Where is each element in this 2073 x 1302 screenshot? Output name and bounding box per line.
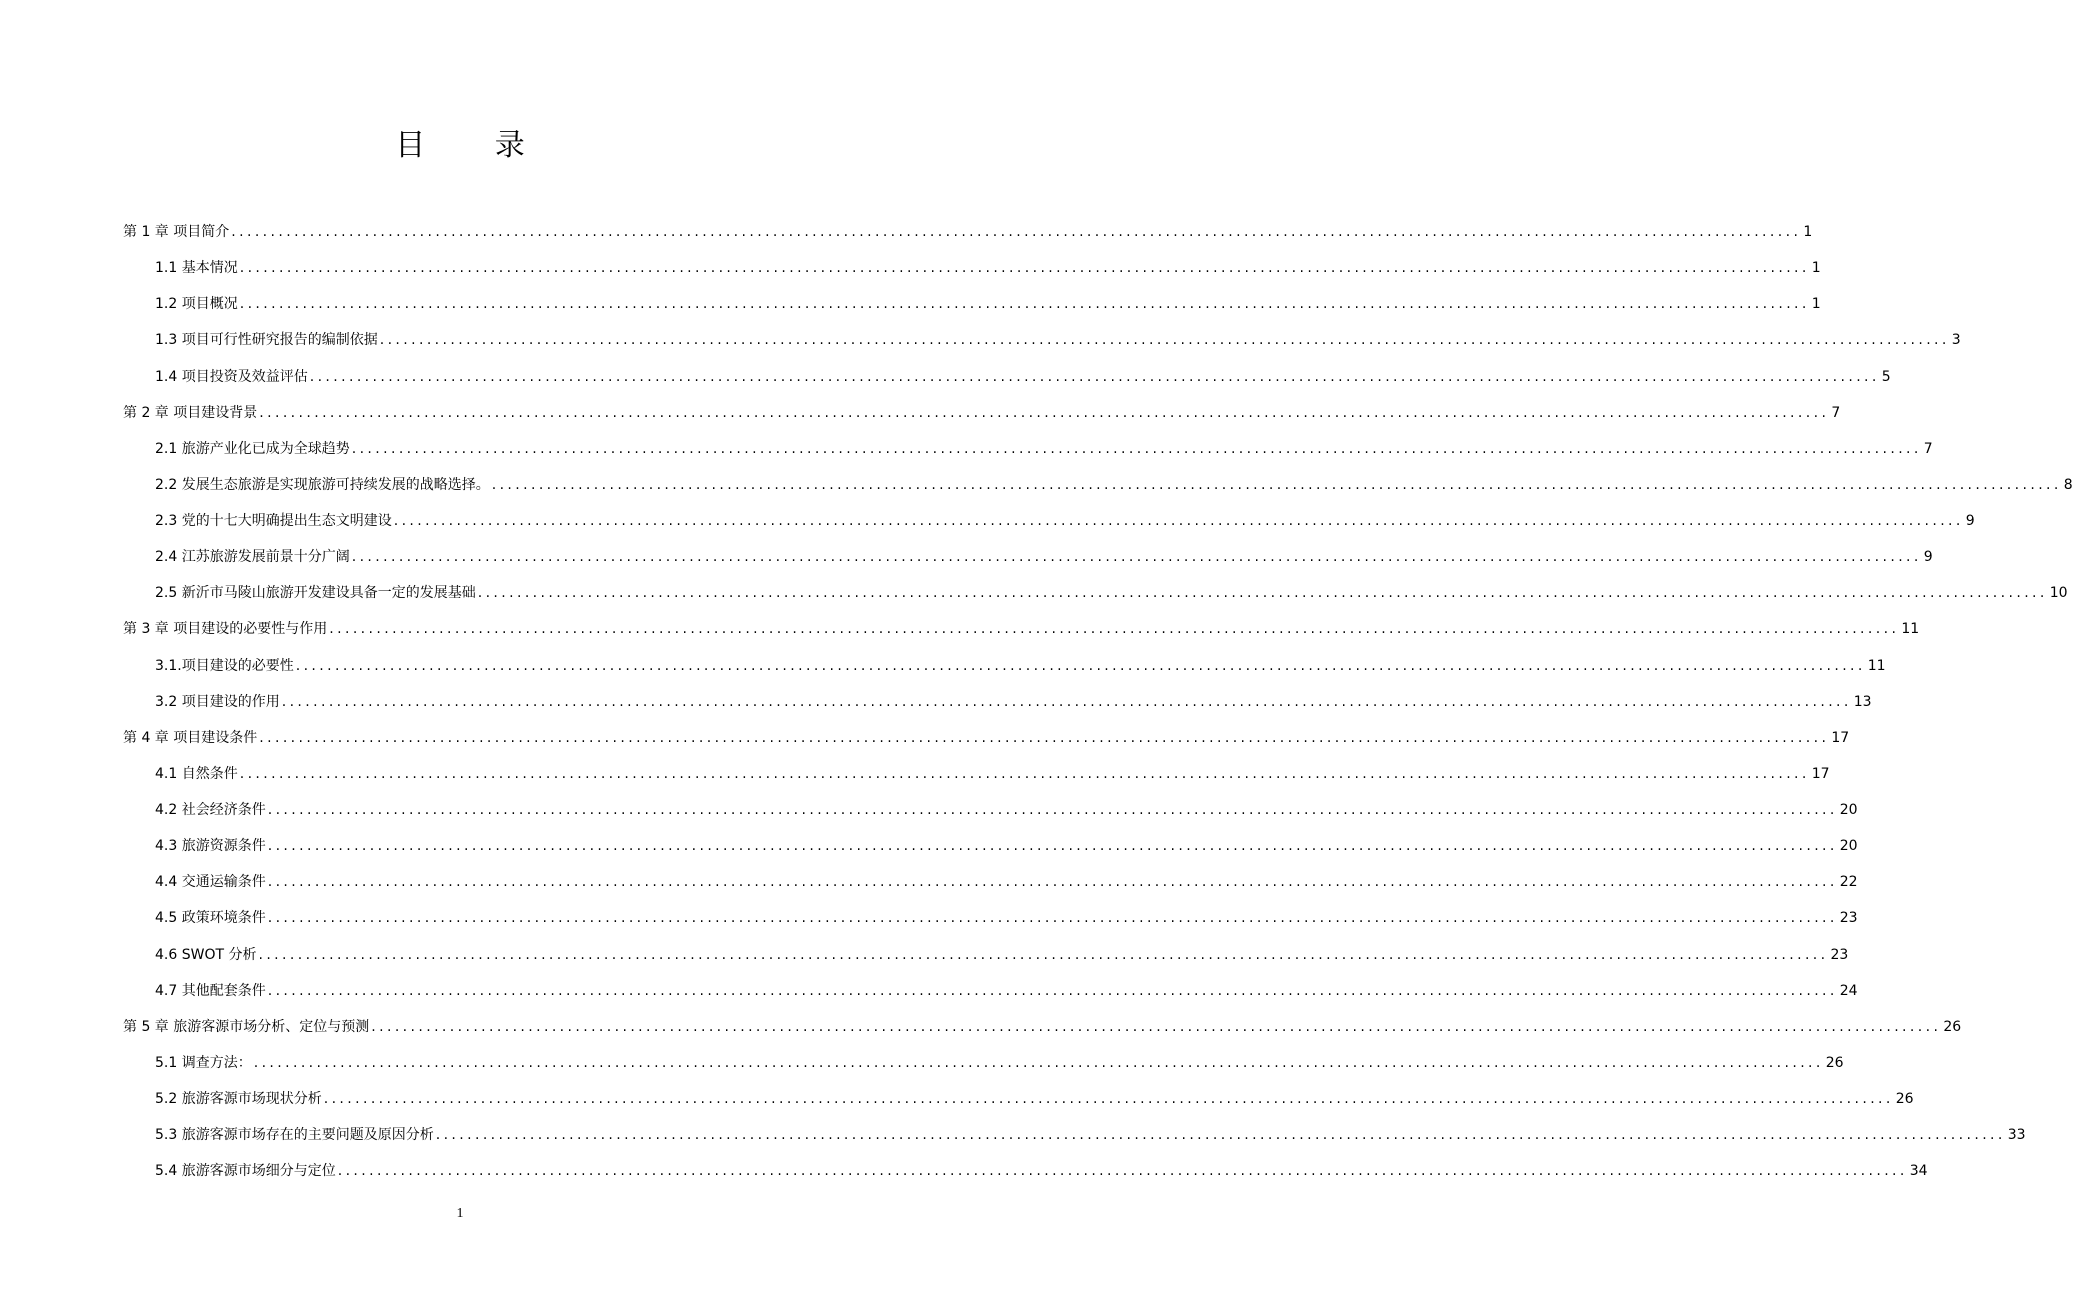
dot-leader: ........................................................................................................................................................................................................ <box>231 224 1802 240</box>
toc-entry-page-number: 11 <box>1867 657 1886 674</box>
toc-entry-page-number: 8 <box>2063 476 2073 493</box>
toc-entry-page-number: 3 <box>1951 332 1961 349</box>
toc-entry-text: 第 1 章 项目简介 <box>123 224 230 240</box>
toc-entry[interactable] <box>123 864 1858 900</box>
toc-entry[interactable] <box>123 611 1920 647</box>
toc-entry-page-number: 20 <box>1839 838 1858 855</box>
toc-entry-page-number: 33 <box>2007 1127 2026 1144</box>
toc-entry[interactable] <box>123 900 1858 936</box>
dot-leader: ........................................................................................................................................................................................................ <box>351 440 1922 457</box>
dot-leader: ........................................................................................................................................................................................................ <box>267 838 1838 855</box>
toc-entry[interactable] <box>123 1081 1914 1117</box>
toc-entry-text: 4.7 其他配套条件 <box>155 982 266 999</box>
toc-entry-text: 1.3 项目可行性研究报告的编制依据 <box>155 332 378 349</box>
toc-entry-page-number: 26 <box>1825 1054 1844 1071</box>
toc-entry-text: 第 4 章 项目建设条件 <box>123 729 258 746</box>
toc-entry-text: 4.1 自然条件 <box>155 765 238 782</box>
toc-entry-text: 5.1 调查方法： <box>155 1054 252 1071</box>
dot-leader: ........................................................................................................................................................................................................ <box>323 1091 1894 1107</box>
toc-entry-text: 4.6 SWOT 分析 <box>155 946 257 963</box>
dot-leader: ........................................................................................................................................................................................................ <box>259 729 1830 746</box>
toc-entry[interactable] <box>123 214 1813 250</box>
toc-entry-text: 1.4 项目投资及效益评估 <box>155 368 308 385</box>
toc-entry-page-number: 13 <box>1853 693 1872 710</box>
footer-page-number: 1 <box>456 1206 464 1221</box>
dot-leader: ........................................................................................................................................................................................................ <box>351 549 1922 566</box>
toc-entry-text: 4.3 旅游资源条件 <box>155 838 266 855</box>
dot-leader: ........................................................................................................................................................................................................ <box>491 476 2062 493</box>
toc-entry-page-number: 1 <box>1811 260 1821 277</box>
toc-entry-page-number: 1 <box>1803 224 1813 240</box>
toc-entry[interactable] <box>123 395 1841 431</box>
dot-leader: ........................................................................................................................................................................................................ <box>239 765 1810 782</box>
toc-entry-text: 第 5 章 旅游客源市场分析、定位与预测 <box>123 1018 370 1035</box>
toc-entry[interactable] <box>123 286 1821 322</box>
dot-leader: ........................................................................................................................................................................................................ <box>258 946 1829 963</box>
toc-entry-text: 5.2 旅游客源市场现状分析 <box>155 1091 322 1107</box>
toc-entry-text: 2.1 旅游产业化已成为全球趋势 <box>155 440 350 457</box>
dot-leader: ........................................................................................................................................................................................................ <box>329 621 1900 638</box>
toc-entry[interactable] <box>123 648 1886 684</box>
toc-entry-page-number: 23 <box>1839 910 1858 927</box>
toc-entry[interactable] <box>123 539 1933 575</box>
dot-leader: ........................................................................................................................................................................................................ <box>337 1163 1908 1180</box>
toc-entry-text: 3.1.项目建设的必要性 <box>155 657 294 674</box>
toc-entry[interactable] <box>123 503 1975 539</box>
toc-entry-page-number: 17 <box>1811 765 1830 782</box>
toc-entry[interactable] <box>123 937 1849 973</box>
toc-entry[interactable] <box>123 1117 2026 1153</box>
toc-entry-page-number: 7 <box>1923 440 1933 457</box>
toc-entry-text: 2.5 新沂市马陵山旅游开发建设具备一定的发展基础 <box>155 585 476 602</box>
toc-entry-text: 3.2 项目建设的作用 <box>155 693 280 710</box>
dot-leader: ........................................................................................................................................................................................................ <box>379 332 1950 349</box>
table-of-contents <box>123 214 2073 1189</box>
toc-entry[interactable] <box>123 756 1830 792</box>
toc-entry-text: 第 2 章 项目建设背景 <box>123 404 258 421</box>
dot-leader: ........................................................................................................................................................................................................ <box>477 585 2048 602</box>
dot-leader: ........................................................................................................................................................................................................ <box>239 260 1810 277</box>
toc-entry-text: 5.4 旅游客源市场细分与定位 <box>155 1163 336 1180</box>
dot-leader: ........................................................................................................................................................................................................ <box>435 1127 2006 1144</box>
toc-title: 目 录 <box>395 128 555 163</box>
toc-entry-page-number: 9 <box>1923 549 1933 566</box>
toc-entry-page-number: 34 <box>1909 1163 1928 1180</box>
toc-entry-text: 4.5 政策环境条件 <box>155 910 266 927</box>
toc-entry-page-number: 17 <box>1831 729 1850 746</box>
dot-leader: ........................................................................................................................................................................................................ <box>267 982 1838 999</box>
toc-entry-page-number: 11 <box>1901 621 1920 638</box>
toc-entry-page-number: 23 <box>1830 946 1849 963</box>
toc-entry-page-number: 26 <box>1895 1091 1914 1107</box>
dot-leader: ........................................................................................................................................................................................................ <box>295 657 1866 674</box>
toc-entry-page-number: 10 <box>2049 585 2068 602</box>
toc-entry[interactable] <box>123 359 1891 395</box>
toc-entry-text: 2.3 党的十七大明确提出生态文明建设 <box>155 513 392 529</box>
toc-entry[interactable] <box>123 1045 1844 1081</box>
toc-entry[interactable] <box>123 1153 1928 1189</box>
toc-entry[interactable] <box>123 973 1858 1009</box>
toc-entry[interactable] <box>123 720 1850 756</box>
toc-entry-page-number: 20 <box>1839 802 1858 818</box>
toc-entry[interactable] <box>123 431 1933 467</box>
toc-entry[interactable] <box>123 575 2068 611</box>
dot-leader: ........................................................................................................................................................................................................ <box>281 693 1852 710</box>
toc-entry-page-number: 7 <box>1831 404 1841 421</box>
toc-entry-text: 第 3 章 项目建设的必要性与作用 <box>123 621 328 638</box>
dot-leader: ........................................................................................................................................................................................................ <box>393 513 1964 529</box>
toc-entry-text: 1.1 基本情况 <box>155 260 238 277</box>
toc-entry[interactable] <box>123 792 1858 828</box>
toc-entry-page-number: 9 <box>1965 513 1975 529</box>
toc-entry-text: 1.2 项目概况 <box>155 296 238 313</box>
toc-entry-text: 5.3 旅游客源市场存在的主要问题及原因分析 <box>155 1127 434 1144</box>
dot-leader: ........................................................................................................................................................................................................ <box>239 296 1810 313</box>
toc-entry-page-number: 5 <box>1881 368 1891 385</box>
dot-leader: ........................................................................................................................................................................................................ <box>371 1018 1942 1035</box>
toc-entry-text: 2.2 发展生态旅游是实现旅游可持续发展的战略选择。 <box>155 476 490 493</box>
toc-entry[interactable] <box>123 828 1858 864</box>
dot-leader: ........................................................................................................................................................................................................ <box>267 802 1838 818</box>
toc-entry[interactable] <box>123 684 1872 720</box>
toc-entry-page-number: 22 <box>1839 874 1858 891</box>
dot-leader: ........................................................................................................................................................................................................ <box>253 1054 1824 1071</box>
dot-leader: ........................................................................................................................................................................................................ <box>267 910 1838 927</box>
dot-leader: ........................................................................................................................................................................................................ <box>267 874 1838 891</box>
toc-entry-text: 2.4 江苏旅游发展前景十分广阔 <box>155 549 350 566</box>
toc-entry[interactable] <box>123 322 1961 358</box>
toc-entry[interactable] <box>123 467 2073 503</box>
toc-entry-page-number: 24 <box>1839 982 1858 999</box>
toc-entry-page-number: 26 <box>1943 1018 1962 1035</box>
toc-entry-text: 4.2 社会经济条件 <box>155 802 266 818</box>
toc-entry-page-number: 1 <box>1811 296 1821 313</box>
toc-entry[interactable] <box>123 250 1821 286</box>
dot-leader: ........................................................................................................................................................................................................ <box>309 368 1880 385</box>
toc-entry[interactable] <box>123 1009 1962 1045</box>
toc-entry-text: 4.4 交通运输条件 <box>155 874 266 891</box>
dot-leader: ........................................................................................................................................................................................................ <box>259 404 1830 421</box>
